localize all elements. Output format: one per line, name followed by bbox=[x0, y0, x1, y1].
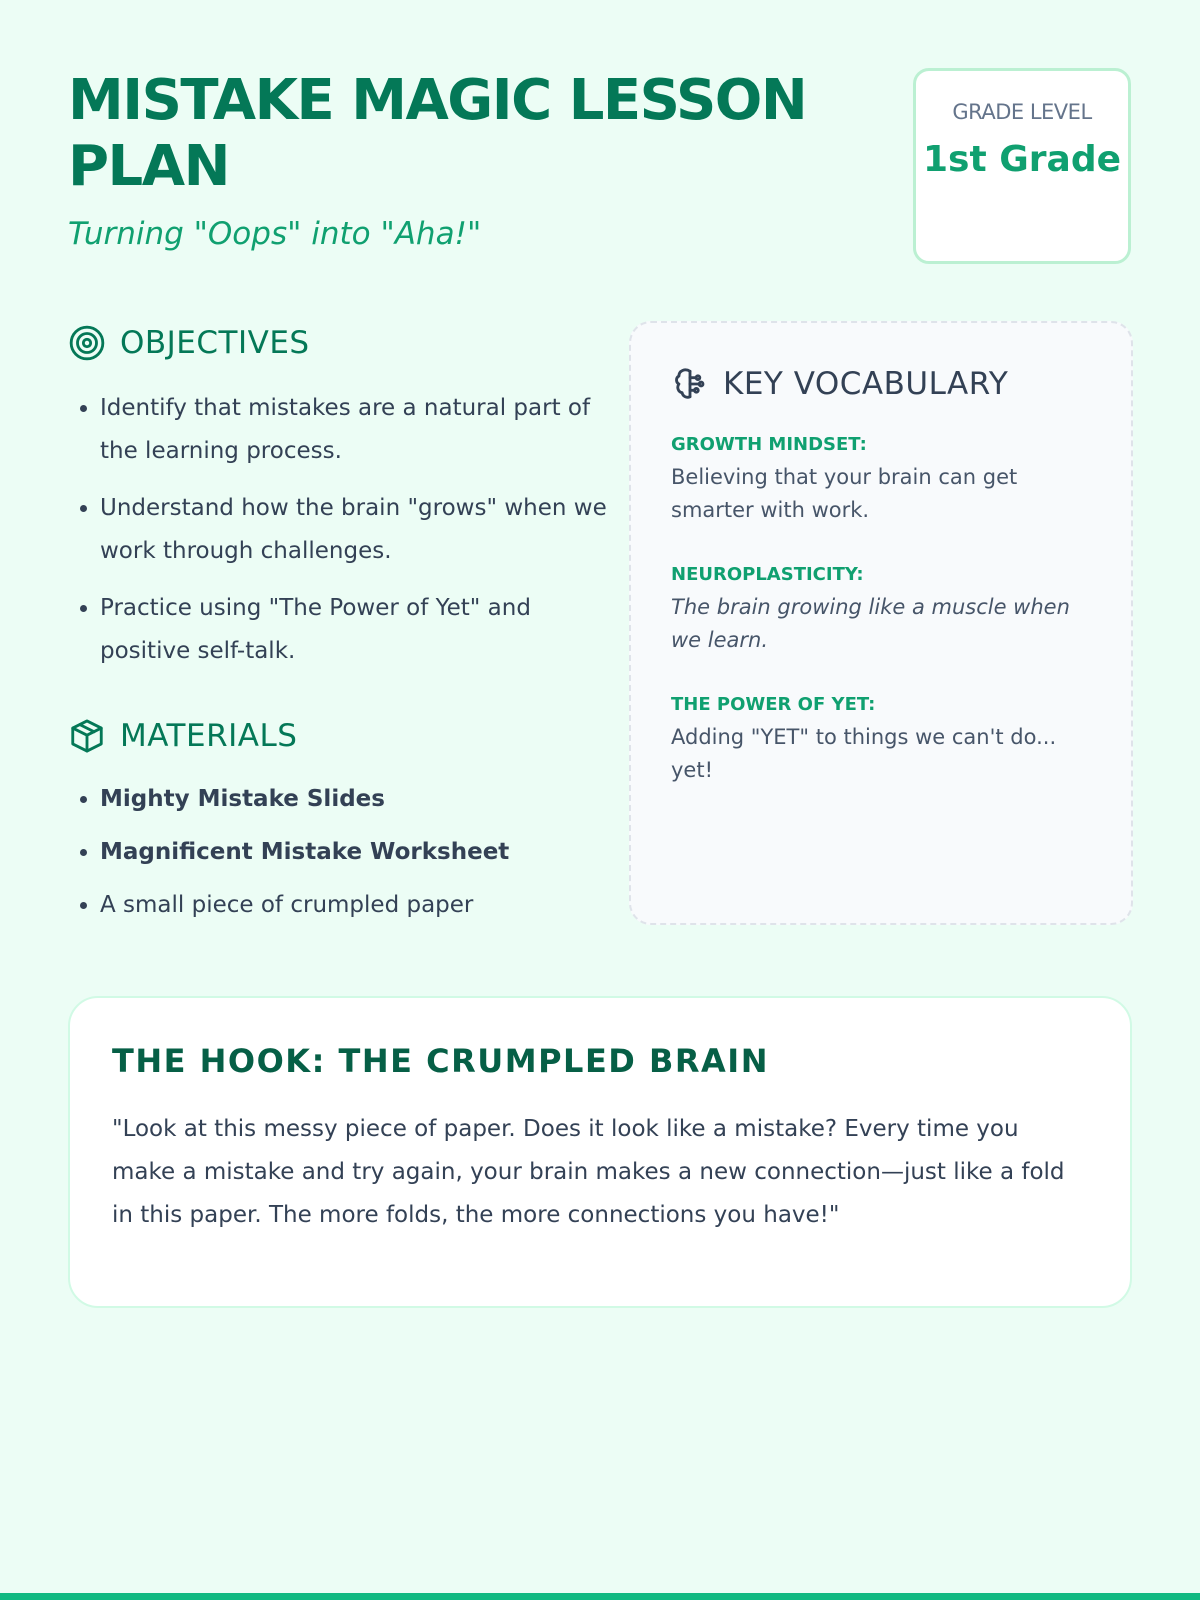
page-title: MISTAKE MAGIC LESSON PLAN bbox=[68, 68, 807, 199]
material-item: • A small piece of crumpled paper bbox=[100, 889, 620, 922]
vocab-term: THE POWER OF YET: bbox=[671, 694, 876, 715]
grade-level-label: GRADE LEVEL bbox=[952, 100, 1092, 124]
materials-list bbox=[68, 783, 620, 942]
objective-item: • Identify that mistakes are a natural part of the learning process. bbox=[100, 387, 620, 473]
vocabulary-heading: KEY VOCABULARY bbox=[723, 366, 1009, 402]
box-icon bbox=[68, 717, 106, 755]
materials-heading: MATERIALS bbox=[120, 718, 298, 754]
grade-level-value: 1st Grade bbox=[923, 139, 1121, 180]
bottom-accent-bar bbox=[0, 1593, 1200, 1600]
vocab-definition: The brain growing like a muscle when we learn. bbox=[671, 595, 1070, 652]
hook-card bbox=[68, 996, 1132, 1308]
vocab-term: GROWTH MINDSET: bbox=[671, 434, 867, 455]
material-item: • Magnificent Mistake Worksheet bbox=[100, 836, 620, 869]
objectives-list bbox=[68, 387, 620, 687]
material-item: • Mighty Mistake Slides bbox=[100, 783, 620, 816]
brain-icon bbox=[671, 365, 709, 403]
objective-item: • Practice using "The Power of Yet" and positive self-talk. bbox=[100, 587, 620, 673]
vocab-term: NEUROPLASTICITY: bbox=[671, 564, 864, 585]
vocabulary-header bbox=[671, 365, 1091, 403]
objectives-heading: OBJECTIVES bbox=[120, 325, 310, 361]
vocab-definition: Believing that your brain can get smarter with work. bbox=[671, 465, 1018, 522]
hook-heading: THE HOOK: THE CRUMPLED BRAIN bbox=[112, 1042, 769, 1080]
hook-text: "Look at this messy piece of paper. Does it look like a mistake? Every time you make a mistake and try again, your brain makes a new connection—just like a fold in this paper. The more folds, the more connections you have!" bbox=[112, 1116, 1065, 1228]
target-icon bbox=[68, 324, 106, 362]
objectives-header bbox=[68, 324, 310, 362]
vocabulary-card bbox=[629, 321, 1133, 925]
vocab-definition: Adding "YET" to things we can't do... yet! bbox=[671, 725, 1057, 782]
grade-level-card bbox=[913, 68, 1131, 264]
objective-item: • Understand how the brain "grows" when we work through challenges. bbox=[100, 487, 620, 573]
page-subtitle: Turning "Oops" into "Aha!" bbox=[68, 216, 482, 252]
materials-header bbox=[68, 717, 297, 755]
